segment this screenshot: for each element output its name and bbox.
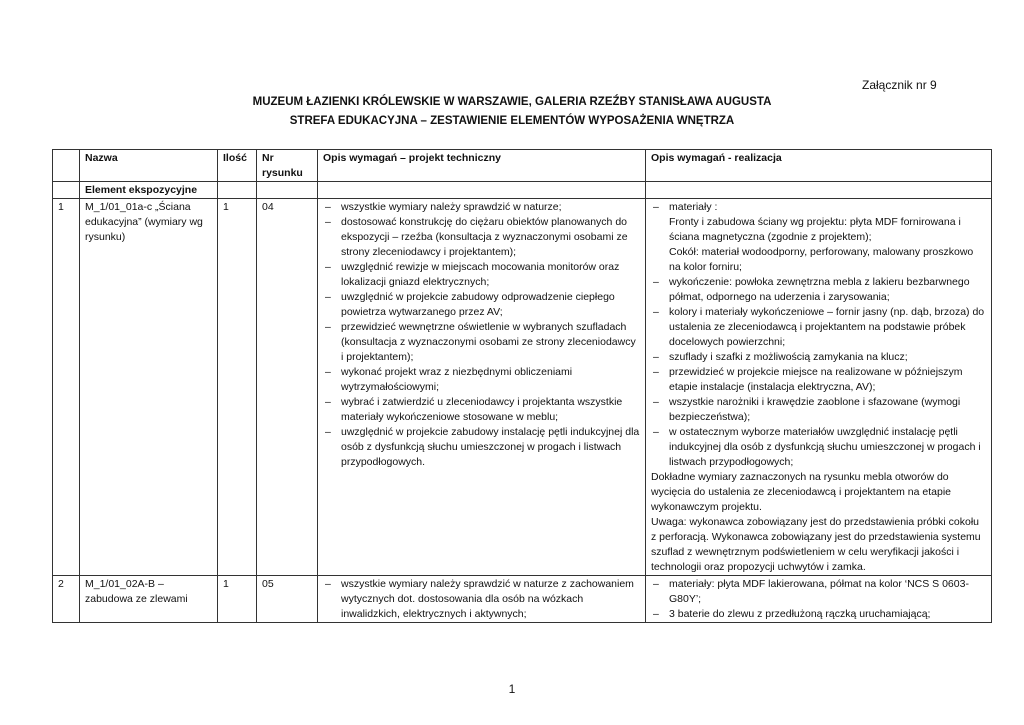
dash-bullet-icon: – xyxy=(653,276,659,288)
group-row xyxy=(53,182,992,199)
dash-bullet-icon: – xyxy=(325,321,331,333)
list-item xyxy=(651,607,986,622)
list-item-text: dostosować konstrukcję do ciężaru obiektów planowanych do ekspozycji – rzeźba (konsultacja z wyznaczonymi osobami ze strony zleceniodawcy i projektantem); xyxy=(341,216,628,258)
list-item-text: w ostatecznym wyborze materiałów uwzględnić instalację pętli indukcyjnej dla osób z dysfunkcją słuchu umieszczonej w progach i listwach przypodłogowych; xyxy=(669,426,981,468)
dash-bullet-icon: – xyxy=(325,426,331,438)
text-line: Dokładne wymiary zaznaczonych na rysunku mebla otworów do wycięcia do ustalenia ze zleceniodawcą i projektantem na etapie wykonawczym projektu. xyxy=(651,471,952,513)
dash-bullet-icon: – xyxy=(325,396,331,408)
list-item-text: wszystkie wymiary należy sprawdzić w naturze z zachowaniem wytycznych dot. dostosowania dla osób na wózkach inwalidzkich, elektrycznych i aktywnych; xyxy=(341,578,634,620)
list-item xyxy=(323,215,640,260)
list-item-text: szuflady i szafki z możliwością zamykania na klucz; xyxy=(669,351,908,363)
table-row xyxy=(53,576,992,623)
dash-bullet-icon: – xyxy=(325,261,331,273)
dash-bullet-icon: – xyxy=(653,351,659,363)
list-item-text: wszystkie narożniki i krawędzie zaoblone i sfazowane (wymogi bezpieczeństwa); xyxy=(669,396,961,423)
row-quantity: 1 xyxy=(218,199,257,576)
document-subtitle: STREFA EDUKACYJNA – ZESTAWIENIE ELEMENTÓW WYPOSAŻENIA WNĘTRZA xyxy=(289,115,735,127)
realization-materials-list xyxy=(651,200,986,275)
dash-bullet-icon: – xyxy=(325,291,331,303)
text-line: Cokół: materiał wodoodporny, perforowany, malowany proszkowo na kolor forniru; xyxy=(669,246,974,273)
list-item-text: wybrać i zatwierdzić u zleceniodawcy i projektanta wszystkie materiały wykończeniowe stosowane w meblu; xyxy=(341,396,623,423)
list-item-text: kolory i materiały wykończeniowe – fornir jasny (np. dąb, brzoza) do ustalenia ze zleceniodawcą i projektantem na podstawie próbek docelowych powierzchni; xyxy=(669,306,985,348)
row-realization-requirements xyxy=(646,199,992,576)
list-item-text: przewidzieć wewnętrzne oświetlenie w wybranych szufladach (konsultacja z wyznaczonymi osobami ze strony zleceniodawcy i projektantem); xyxy=(341,321,636,363)
dash-bullet-icon: – xyxy=(325,366,331,378)
table-header-row xyxy=(53,150,992,182)
list-item xyxy=(323,320,640,365)
row-project-requirements xyxy=(318,199,646,576)
list-item: – materiały : Fronty i zabudowa ściany wg projektu: płyta MDF fornirowana i ściana magnetyczna (zgodnie z projektem); Cokół: materiał wodoodporny, perforowany, malowany proszkowo na kolor forniru; xyxy=(651,200,986,275)
realization-requirements-list xyxy=(651,577,986,622)
header-ilosc: Ilość xyxy=(218,150,257,182)
document-title: MUZEUM ŁAZIENKI KRÓLEWSKIE W WARSZAWIE, GALERIA RZEŹBY STANISŁAWA AUGUSTA xyxy=(252,96,772,108)
header-nazwa: Nazwa xyxy=(80,150,218,182)
header-lp xyxy=(53,150,80,182)
dash-bullet-icon: – xyxy=(653,396,659,408)
list-item xyxy=(323,200,640,215)
list-item xyxy=(323,395,640,425)
dash-bullet-icon: – xyxy=(653,366,659,378)
list-item xyxy=(323,425,640,470)
list-item xyxy=(651,365,986,395)
dash-bullet-icon: – xyxy=(653,306,659,318)
list-item-text: uwzględnić rewizje w miejscach mocowania monitorów oraz lokalizacji gniazd elektrycznych; xyxy=(341,261,620,288)
row-number: 2 xyxy=(53,576,80,623)
list-item xyxy=(323,290,640,320)
dash-bullet-icon: – xyxy=(325,201,331,213)
list-item-text: 3 baterie do zlewu z przedłużoną rączką uruchamiającą; xyxy=(669,608,931,620)
realization-requirements-list xyxy=(651,275,986,470)
list-item-text: przewidzieć w projekcie miejsce na realizowane w późniejszym etapie instalacje (instalacja elektryczna, AV); xyxy=(669,366,963,393)
realization-notes xyxy=(651,470,986,575)
dash-bullet-icon: – xyxy=(653,608,659,620)
list-item xyxy=(323,577,640,622)
project-requirements-list xyxy=(323,577,640,622)
list-item-text: wykonać projekt wraz z niezbędnymi obliczeniami wytrzymałościowymi; xyxy=(341,366,573,393)
row-name: M_1/01_02A-B – zabudowa ze zlewami xyxy=(80,576,218,623)
row-quantity: 1 xyxy=(218,576,257,623)
list-item xyxy=(651,577,986,607)
list-item xyxy=(651,425,986,470)
dash-bullet-icon: – xyxy=(653,578,659,590)
row-drawing-number: 04 xyxy=(257,199,318,576)
row-realization-requirements xyxy=(646,576,992,623)
list-item xyxy=(651,275,986,305)
equipment-table xyxy=(52,149,992,623)
header-opis-projekt: Opis wymagań – projekt techniczny xyxy=(318,150,646,182)
row-project-requirements xyxy=(318,576,646,623)
group-label: Element ekspozycyjne xyxy=(80,182,218,199)
list-item xyxy=(323,260,640,290)
text-line: Fronty i zabudowa ściany wg projektu: płyta MDF fornirowana i ściana magnetyczna (zgodnie z projektem); xyxy=(669,216,961,243)
row-drawing-number: 05 xyxy=(257,576,318,623)
list-item xyxy=(651,395,986,425)
header-nr-rysunku: Nr rysunku xyxy=(257,150,318,182)
dash-bullet-icon: – xyxy=(325,578,331,590)
dash-bullet-icon: – xyxy=(653,426,659,438)
list-item-text: wykończenie: powłoka zewnętrzna mebla z lakieru bezbarwnego półmat, odpornego na uderzenia i zarysowania; xyxy=(669,276,970,303)
list-item xyxy=(651,305,986,350)
list-item xyxy=(323,365,640,395)
text-line: Uwaga: wykonawca zobowiązany jest do przedstawienia próbki cokołu z perforacją. Wykonawca zobowiązany jest do przedstawienia systemu szuflad z wewnętrznym podświetleniem w celu weryfikacji jakości i technologii oraz propozycji uchwytów i zamka. xyxy=(651,516,981,573)
list-item-text: wszystkie wymiary należy sprawdzić w naturze; xyxy=(341,201,562,213)
dash-bullet-icon: – xyxy=(325,216,331,228)
row-number: 1 xyxy=(53,199,80,576)
dash-bullet-icon: – xyxy=(653,201,659,213)
table-row xyxy=(53,199,992,576)
row-name: M_1/01_01a-c „Ściana edukacyjna” (wymiary wg rysunku) xyxy=(80,199,218,576)
list-item xyxy=(651,350,986,365)
list-item-text: uwzględnić w projekcie zabudowy instalację pętli indukcyjnej dla osób z dysfunkcją słuchu umieszczonej w progach i listwach przypodłogowych. xyxy=(341,426,640,468)
page-number: 1 xyxy=(508,682,516,696)
header-opis-realizacja: Opis wymagań - realizacja xyxy=(646,150,992,182)
annex-label: Załącznik nr 9 xyxy=(862,78,937,92)
list-item-text: materiały: płyta MDF lakierowana, półmat na kolor ‘NCS S 0603-G80Y’; xyxy=(669,578,969,605)
materials-detail xyxy=(669,215,986,275)
list-item-text: uwzględnić w projekcie zabudowy odprowadzenie ciepłego powietrza wytwarzanego przez AV; xyxy=(341,291,615,318)
project-requirements-list xyxy=(323,200,640,470)
